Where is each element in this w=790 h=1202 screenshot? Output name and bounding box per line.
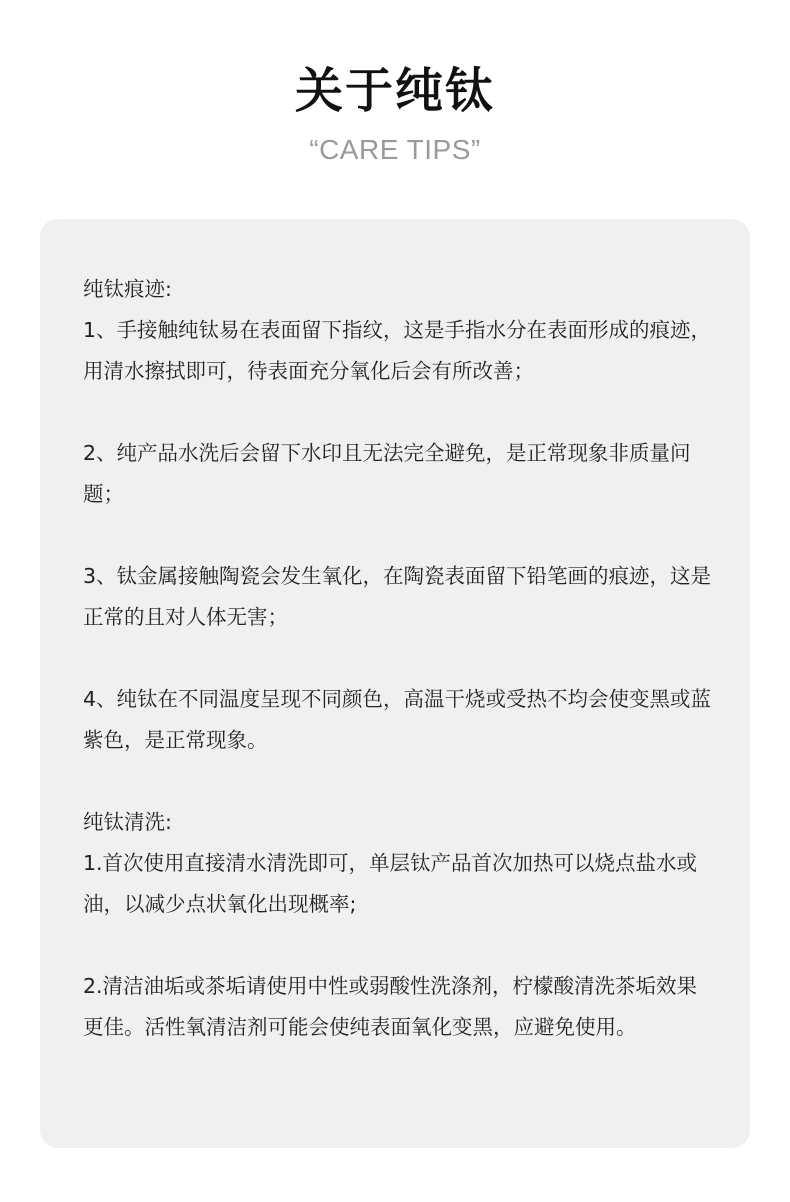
- cleaning-item-1: 1.首次使用直接清水清洗即可，单层钛产品首次加热可以烧点盐水或油，以减少点状氧化出现概率;: [83, 851, 698, 916]
- spacer: [83, 392, 715, 433]
- spacer: [83, 638, 715, 679]
- traces-heading: 纯钛痕迹:: [83, 277, 172, 301]
- page-title: 关于纯钛: [294, 63, 495, 119]
- spacer: [83, 761, 715, 802]
- page-header: [0, 0, 790, 200]
- traces-item-1: 1、手接触纯钛易在表面留下指纹，这是手指水分在表面形成的痕迹，用清水擦拭即可，待表面充分氧化后会有所改善；: [83, 318, 712, 383]
- cleaning-heading: 纯钛清洗:: [83, 810, 172, 834]
- care-tips-card: [40, 219, 750, 1148]
- spacer: [83, 925, 715, 966]
- traces-item-3: 3、钛金属接触陶瓷会发生氧化，在陶瓷表面留下铅笔画的痕迹，这是正常的且对人体无害；: [83, 564, 712, 629]
- cleaning-item-2: 2.清洁油垢或茶垢请使用中性或弱酸性洗涤剂，柠檬酸清洗茶垢效果更佳。活性氧清洁剂可能会使纯表面氧化变黑，应避免使用。: [83, 974, 698, 1039]
- page-subtitle: “CARE TIPS”: [309, 134, 481, 165]
- spacer: [83, 515, 715, 556]
- traces-item-2: 2、纯产品水洗后会留下水印且无法完全避免，是正常现象非质量问题；: [83, 441, 691, 506]
- traces-item-4: 4、纯钛在不同温度呈现不同颜色，高温干烧或受热不均会使变黑或蓝紫色，是正常现象。: [83, 687, 712, 752]
- care-tips-content: [83, 269, 715, 1048]
